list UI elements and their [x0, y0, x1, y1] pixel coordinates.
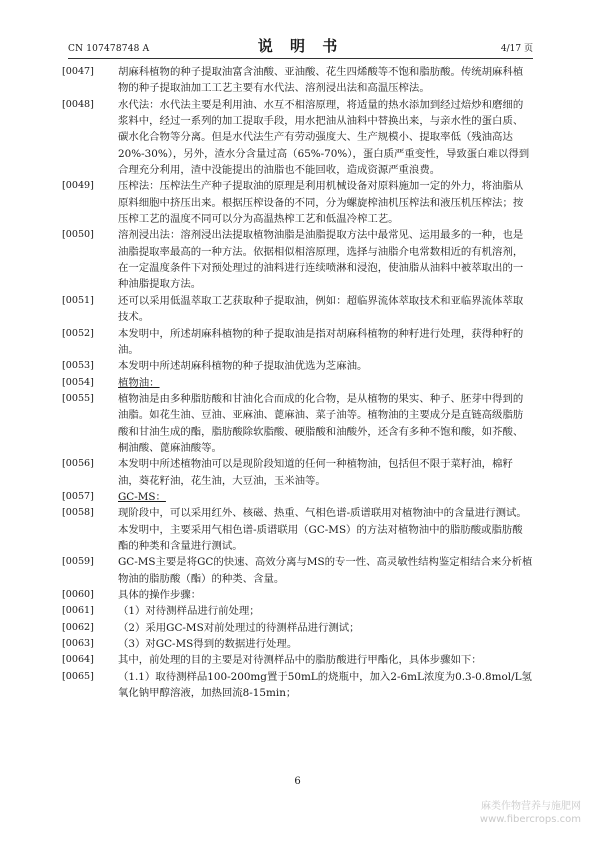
paragraph-text: 压榨法：压榨法生产种子提取油的原理是利用机械设备对原料施加一定的外力，将油脂从原料细胞中挤压出来。根据压榨设备的不同，分为螺旋榨油机压榨法和液压机压榨法；按压榨工艺的温度不同可以分为高温热榨工艺和低温冷榨工艺。: [118, 180, 524, 226]
paragraph-text: 本发明中所述胡麻科植物的种子提取油优选为芝麻油。: [118, 360, 368, 373]
paragraph-number: [0063]: [62, 638, 94, 650]
paragraph-text: 其中，前处理的目的主要是对待测样品中的脂肪酸进行甲酯化，具体步骤如下：: [118, 654, 482, 667]
paragraph-text: 还可以采用低温萃取工艺获取种子提取油，例如：超临界流体萃取技术和亚临界流体萃取技术。: [118, 294, 524, 324]
paragraph: [62, 620, 533, 636]
paragraph-text: 本发明中，所述胡麻科植物的种子提取油是指对胡麻科植物的种籽进行处理，获得种籽的油。: [118, 327, 524, 356]
paragraph: [62, 669, 533, 702]
paragraph: [62, 178, 533, 227]
paragraph: [62, 326, 533, 359]
paragraph: [62, 652, 533, 668]
paragraph-text: 胡麻科植物的种子提取油富含油酸、亚油酸、花生四烯酸等不饱和脂肪酸。传统胡麻科植物的种子提取油加工工艺主要有水代法、溶剂浸出法和高温压榨法。: [118, 66, 524, 95]
paragraph: [62, 587, 533, 603]
watermark-site-name: 麻类作物营养与施肥网: [481, 801, 581, 812]
paragraph-number: [0060]: [62, 589, 94, 600]
paragraph: [62, 636, 533, 652]
paragraph: [62, 456, 533, 489]
paragraph-text: 现阶段中，可以采用红外、核磁、热重、气相色谱-质谱联用对植物油中的含量进行测试。本发明中，主要采用气相色谱-质谱联用（GC-MS）的方法对植物油中的脂肪酸或脂肪酸酯的种类和含量进行测试。: [118, 507, 527, 552]
site-watermark: [480, 800, 581, 826]
paragraph-number: [0051]: [62, 294, 94, 306]
paragraph-number: [0049]: [62, 180, 94, 192]
paragraph-number: [0061]: [62, 605, 94, 617]
page-number: 6: [294, 776, 301, 787]
paragraph-number: [0048]: [62, 98, 94, 110]
paragraph-number: [0065]: [62, 670, 94, 682]
document-body: [62, 64, 533, 701]
paragraph-text: 溶剂浸出法：溶剂浸出法提取植物油脂是油脂提取方法中最常见、运用最多的一种，也是油脂提取率最高的一种方法。依据相似相溶原理，选择与油脂介电常数相近的有机溶剂，在一定温度条件下对预处理过的油料进行连续喷淋和浸泡，使油脂从油料中被萃取出的一种油脂提取方法。: [118, 229, 524, 291]
paragraph-text: 具体的操作步骤：: [118, 589, 202, 601]
section-heading: GC-MS：: [118, 490, 166, 503]
paragraph-number: [0052]: [62, 327, 94, 339]
paragraph-number: [0058]: [62, 507, 94, 519]
paragraph: [62, 97, 533, 179]
paragraph: [62, 293, 533, 326]
paragraph-text: （2）采用GC-MS对前处理过的待测样品进行测试；: [118, 621, 360, 634]
paragraph-text: 植物油是由多种脂肪酸和甘油化合而成的化合物，是从植物的果实、种子、胚芽中得到的油脂。如花生油、豆油、亚麻油、蓖麻油、菜子油等。植物油的主要成分是直链高级脂肪酸和甘油生成的酯，脂肪酸除软脂酸、硬脂酸和油酸外，还含有多种不饱和酸，如芥酸、桐油酸、蓖麻油酸等。: [118, 392, 524, 454]
paragraph-text: （1）对待测样品进行前处理；: [118, 605, 260, 618]
paragraph: [62, 227, 533, 292]
paragraph-number: [0047]: [62, 66, 94, 77]
paragraph: [62, 375, 533, 391]
paragraph-number: [0055]: [62, 392, 94, 404]
section-heading: 植物油：: [118, 376, 160, 389]
paragraph-number: [0053]: [62, 360, 94, 372]
patent-number: CN 107478748 A: [68, 44, 150, 54]
paragraph-text: GC-MS主要是将GC的快速、高效分离与MS的专一性、高灵敏性结构鉴定相结合来分析植物油的脂肪酸（酯）的种类、含量。: [118, 556, 533, 585]
paragraph: [62, 603, 533, 619]
document-title: 说 明 书: [257, 37, 344, 55]
paragraph-text: 水代法：水代法主要是利用油、水互不相溶原理，将适量的热水添加到经过焙炒和磨细的浆料中，经过一系列的加工提取手段，用水把油从油料中替换出来，与亲水性的蛋白质、碳水化合物等分离。但是水代法生产有劳动强度大、生产规模小、提取率低（残油高达20%-30%），另外，渣水分含量过高（65%-70%），蛋白质严重变性，导致蛋白难以得到合理充分利用，渣中没能提出的油脂也不能回收，造成资源严重浪费。: [118, 98, 530, 177]
page-header: [68, 36, 533, 59]
paragraph-text: 本发明中所述植物油可以是现阶段知道的任何一种植物油，包括但不限于菜籽油，棉籽油，葵花籽油，花生油，大豆油，玉米油等。: [118, 458, 513, 487]
paragraph-number: [0056]: [62, 458, 94, 470]
watermark-url: www.fibercrops.com: [479, 814, 581, 825]
paragraph-text: （3）对GC-MS得到的数据进行处理。: [118, 638, 298, 651]
paragraph-number: [0057]: [62, 490, 94, 502]
paragraph: [62, 64, 533, 97]
paragraph-number: [0062]: [62, 621, 94, 633]
paragraph: [62, 391, 533, 456]
page-indicator: 4/17 页: [500, 44, 533, 54]
paragraph-number: [0050]: [62, 229, 94, 241]
paragraph: [62, 358, 533, 374]
paragraph-number: [0064]: [62, 654, 94, 666]
paragraph-text: （1.1）取待测样品100-200mg置于50mL的烧瓶中，加入2-6mL浓度为0.3-0.8mol/L氢氧化钠甲醇溶液，加热回流8-15min；: [118, 670, 532, 700]
paragraph: [62, 505, 533, 554]
paragraph: [62, 554, 533, 587]
paragraph-number: [0054]: [62, 376, 94, 388]
paragraph-number: [0059]: [62, 556, 94, 568]
paragraph: [62, 489, 533, 505]
